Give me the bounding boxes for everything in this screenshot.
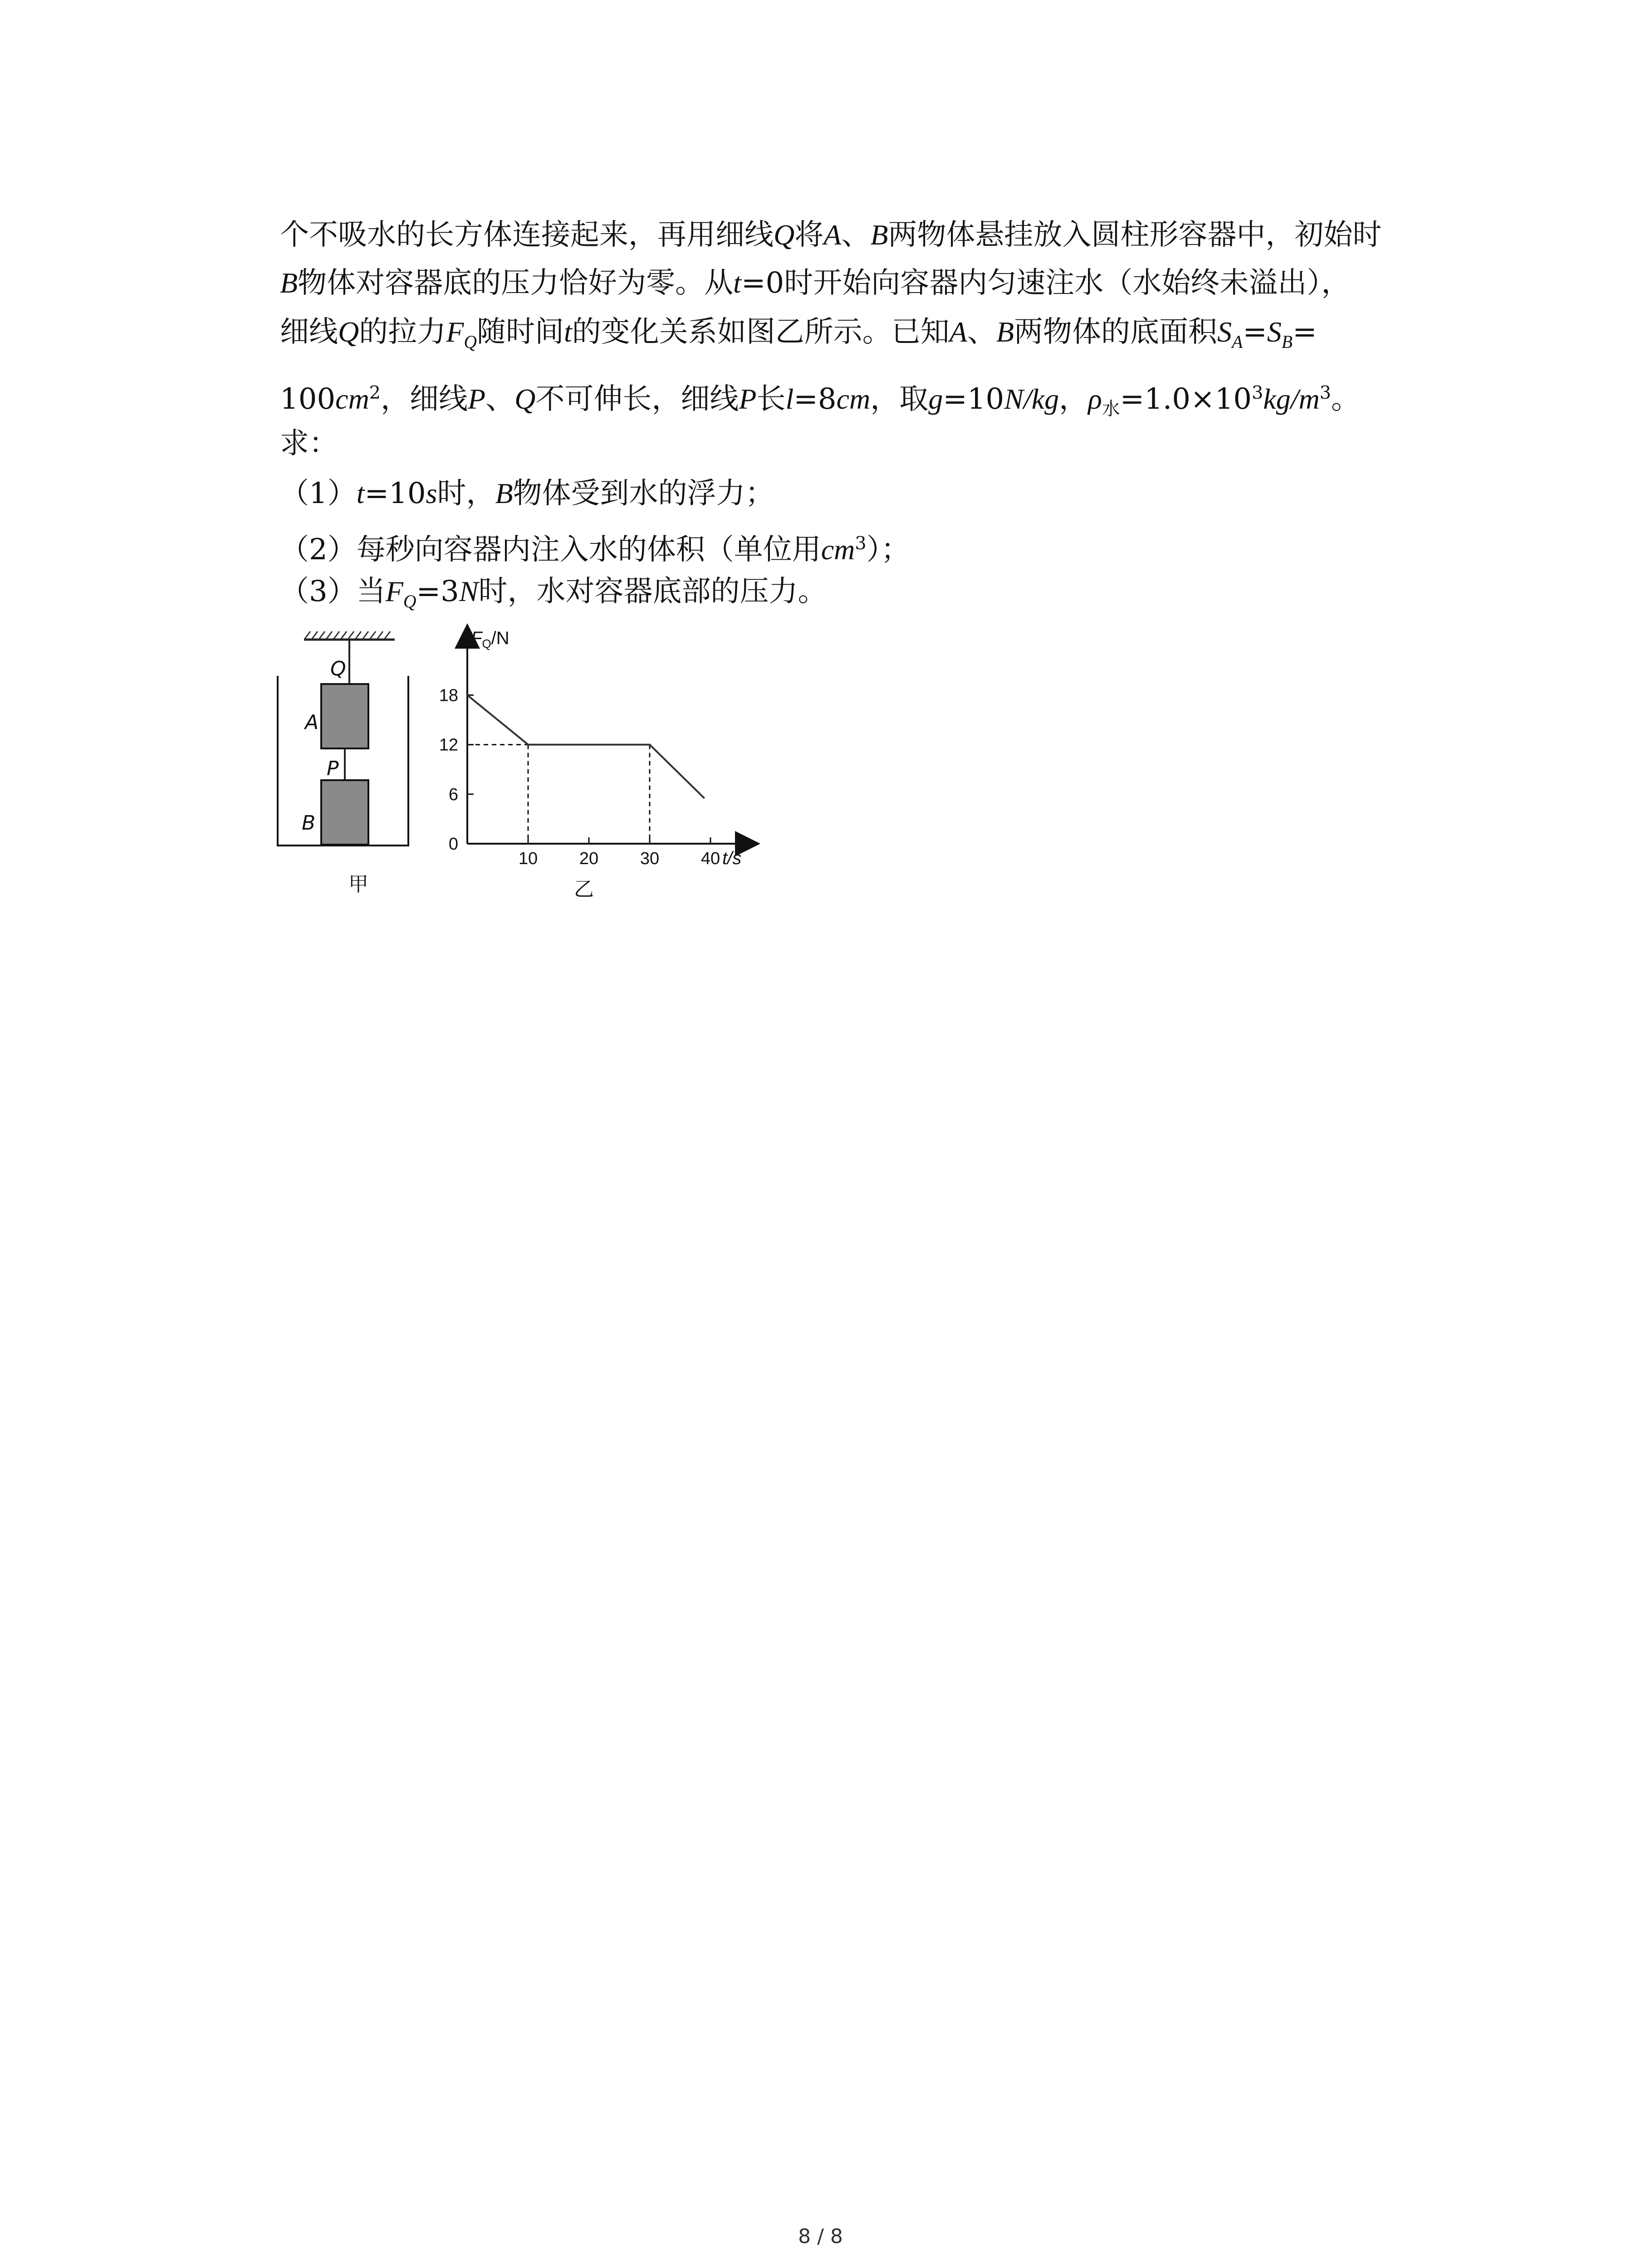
x-axis-label: t/s	[722, 848, 742, 868]
label-b: B	[302, 811, 316, 835]
x-tick-label: 20	[579, 849, 599, 868]
label-q: Q	[330, 657, 346, 680]
x-tick-label: 40	[700, 849, 720, 868]
problem-line-2: B物体对容器底的压力恰好为零。从t=0时开始向容器内匀速注水（水始终未溢出），	[280, 266, 1351, 300]
question-3: （3）当$F_Q=3N$时，水对容器底部的压力。	[280, 575, 827, 611]
y-tick-label: 12	[439, 735, 458, 755]
question-2: （2）每秒向容器内注入水的体积（单位用$cm^3$）；	[280, 533, 910, 567]
block-b	[321, 780, 368, 845]
problem-line-1: 个不吸水的长方体连接起来，再用细线Q将A、B两物体悬挂放入圆柱形容器中，初始时	[280, 218, 1382, 252]
y-tick-label: 18	[439, 686, 458, 705]
problem-line-5: 求：	[280, 427, 338, 460]
y-tick-label: 0	[448, 835, 458, 854]
y-axis-label: $F_Q/N$	[471, 628, 509, 650]
x-tick-label: 30	[640, 849, 660, 868]
ceiling-support	[304, 631, 395, 640]
label-p: P	[327, 757, 339, 780]
problem-line-3: 细线Q的拉力$F_Q$随时间t的变化关系如图乙所示。已知A、B两物体的底面积$S_A=S_B=$	[280, 315, 1317, 352]
problem-line-4: $100cm^2$，细线P、Q不可伸长，细线P长l=8cm，取g=10N/kg，$\rho_水=1.0\times 10^3kg/m^3$。	[280, 382, 1360, 420]
label-a: A	[305, 711, 319, 734]
caption-yi: 乙	[574, 878, 594, 900]
figure-jia-caption: 甲	[348, 873, 368, 896]
y-tick-label: 6	[448, 785, 458, 804]
series-line-fq	[467, 695, 705, 798]
block-a	[321, 684, 368, 748]
x-tick-label: 10	[518, 849, 538, 868]
question-1: （1）t=10s时，B物体受到水的浮力；	[280, 477, 774, 510]
figure-yi-graph	[422, 621, 767, 912]
page-number: 8 / 8	[798, 2225, 843, 2248]
